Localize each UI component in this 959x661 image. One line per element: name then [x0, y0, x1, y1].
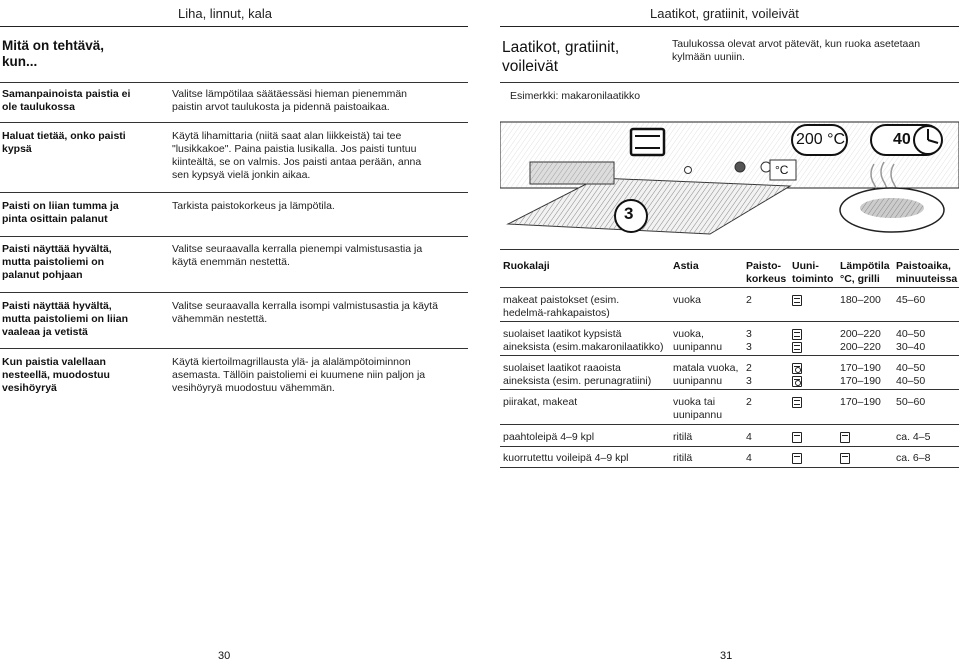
left-header-rule — [0, 26, 468, 27]
row-divider — [500, 389, 959, 390]
answer-text: Valitse seuraavalla kerralla isompi valmistusastia ja käytä vähemmän nestettä. — [172, 300, 438, 325]
table-cell: ritilä — [673, 431, 693, 443]
indicator-lamp — [735, 162, 745, 172]
answer-text: Valitse seuraavalla kerralla pienempi valmistusastia ja käytä enemmän nestettä. — [172, 243, 423, 268]
divider — [0, 192, 468, 193]
right-page-header: Laatikot, gratiinit, voileivät — [650, 6, 799, 21]
problem-text: Haluat tietää, onko paisti kypsä — [2, 130, 126, 155]
table-cell: vuoka — [673, 294, 702, 306]
divider — [0, 236, 468, 237]
table-cell: vuoka, uunipannu — [673, 328, 723, 353]
page-number: 31 — [720, 650, 733, 661]
top-bottom-heat-icon — [792, 329, 802, 340]
top-bottom-heat-icon — [792, 397, 802, 408]
oven-illustration — [500, 112, 959, 252]
shelf-level-number: 3 — [624, 204, 634, 223]
table-cell: 200–220 200–220 — [840, 328, 881, 353]
grill-icon — [792, 432, 802, 443]
column-header: Paistoaika, minuuteissa — [896, 260, 958, 285]
grill-icon — [840, 453, 850, 464]
row-divider — [500, 446, 959, 447]
divider — [0, 292, 468, 293]
table-cell: 170–190 170–190 — [840, 362, 881, 387]
divider — [0, 82, 468, 83]
intro-text: Taulukossa olevat arvot pätevät, kun ruoka asetetaan kylmään uuniin. — [672, 38, 921, 63]
column-header: Ruokalaji — [503, 260, 550, 272]
table-top-rule — [500, 249, 959, 250]
answer-text: Käytä kiertoilmagrillausta ylä- ja alalämpötoiminnon asemasta. Tällöin paistoliemi ei kuumene niin paljon ja vesihöyryä muodostuu vähemmän. — [172, 356, 426, 394]
indicator-lamp — [685, 167, 692, 174]
left-page-title: Mitä on tehtävä, kun... — [2, 38, 105, 69]
table-cell: ritilä — [673, 452, 693, 464]
fan-grill-icon — [792, 376, 802, 387]
row-divider — [500, 355, 959, 356]
table-cell: suolaiset laatikot kypsistä aineksista (esim.makaronilaatikko) — [503, 328, 664, 353]
table-header-rule — [500, 287, 959, 288]
table-cell: piirakat, makeat — [503, 396, 578, 408]
divider — [500, 82, 959, 83]
table-cell: 170–190 — [840, 396, 881, 408]
answer-text: Valitse lämpötilaa säätäessäsi hieman pienemmän paistin arvot taulukosta ja pidennä paistoaikaa. — [172, 88, 408, 113]
divider — [0, 348, 468, 349]
oven-mode-icon — [631, 129, 664, 155]
table-cell: 40–50 30–40 — [896, 328, 926, 353]
answer-text: Tarkista paistokorkeus ja lämpötila. — [172, 200, 335, 212]
left-page-header: Liha, linnut, kala — [178, 6, 272, 21]
example-label: Esimerkki: makaronilaatikko — [510, 90, 641, 102]
table-cell: 40–50 40–50 — [896, 362, 926, 387]
table-cell: suolaiset laatikot raaoista aineksista (esim. perunagratiini) — [503, 362, 652, 387]
divider — [0, 122, 468, 123]
table-cell: vuoka tai uunipannu — [673, 396, 723, 421]
table-cell: 2 — [746, 396, 752, 408]
right-header-rule — [500, 26, 959, 27]
row-divider — [500, 424, 959, 425]
fan-grill-icon — [792, 363, 802, 374]
problem-text: Paisti näyttää hyvältä, mutta paistoliemi on palanut pohjaan — [2, 243, 112, 281]
top-bottom-heat-icon — [792, 342, 802, 353]
column-header: Uuni-toiminto — [792, 260, 834, 285]
table-cell: 2 — [746, 294, 752, 306]
table-cell: ca. 6–8 — [896, 452, 931, 464]
problem-text: Paisti on liian tumma ja pinta osittain palanut — [2, 200, 119, 225]
answer-text: Käytä lihamittaria (niitä saat alan liikkeistä) tai tee "lusikkakoe". Paina paistia lusikalla. Jos paisti tuntuu kiinteältä, se on valmis. Jos paisti antaa perään, anna sen kypsyä vielä jonkin aikaa. — [172, 130, 422, 181]
table-cell: 4 — [746, 431, 752, 443]
celsius-unit: °C — [775, 163, 789, 177]
table-cell: makeat paistokset (esim. hedelmä-rahkapaistos) — [503, 294, 620, 319]
right-page-title: Laatikot, gratiinit, voileivät — [502, 39, 620, 75]
problem-text: Paisti näyttää hyvältä, mutta paistoliemi on liian vaaleaa ja vetistä — [2, 300, 129, 338]
table-cell: 2 3 — [746, 362, 752, 387]
table-cell: kuorrutettu voileipä 4–9 kpl — [503, 452, 629, 464]
table-cell: 180–200 — [840, 294, 881, 306]
column-header: Lämpötila °C, grilli — [840, 260, 890, 285]
table-cell: paahtoleipä 4–9 kpl — [503, 431, 595, 443]
grill-icon — [840, 432, 850, 443]
table-cell: 50–60 — [896, 396, 926, 408]
temperature-readout: 200 °C — [796, 131, 846, 148]
table-bottom-rule — [500, 467, 959, 468]
column-header: Astia — [673, 260, 699, 272]
table-cell: matala vuoka, uunipannu — [673, 362, 739, 387]
problem-text: Samanpainoista paistia ei ole taulukossa — [2, 88, 131, 113]
column-header: Paisto-korkeus — [746, 260, 787, 285]
table-cell: 4 — [746, 452, 752, 464]
timer-readout: 40 — [893, 131, 911, 148]
table-cell: 45–60 — [896, 294, 926, 306]
top-bottom-heat-icon — [792, 295, 802, 306]
table-cell: 3 3 — [746, 328, 752, 353]
grill-icon — [792, 453, 802, 464]
row-divider — [500, 321, 959, 322]
problem-text: Kun paistia valellaan nesteellä, muodostuu vesihöyryä — [2, 356, 110, 394]
page-number: 30 — [218, 650, 231, 661]
table-cell: ca. 4–5 — [896, 431, 931, 443]
